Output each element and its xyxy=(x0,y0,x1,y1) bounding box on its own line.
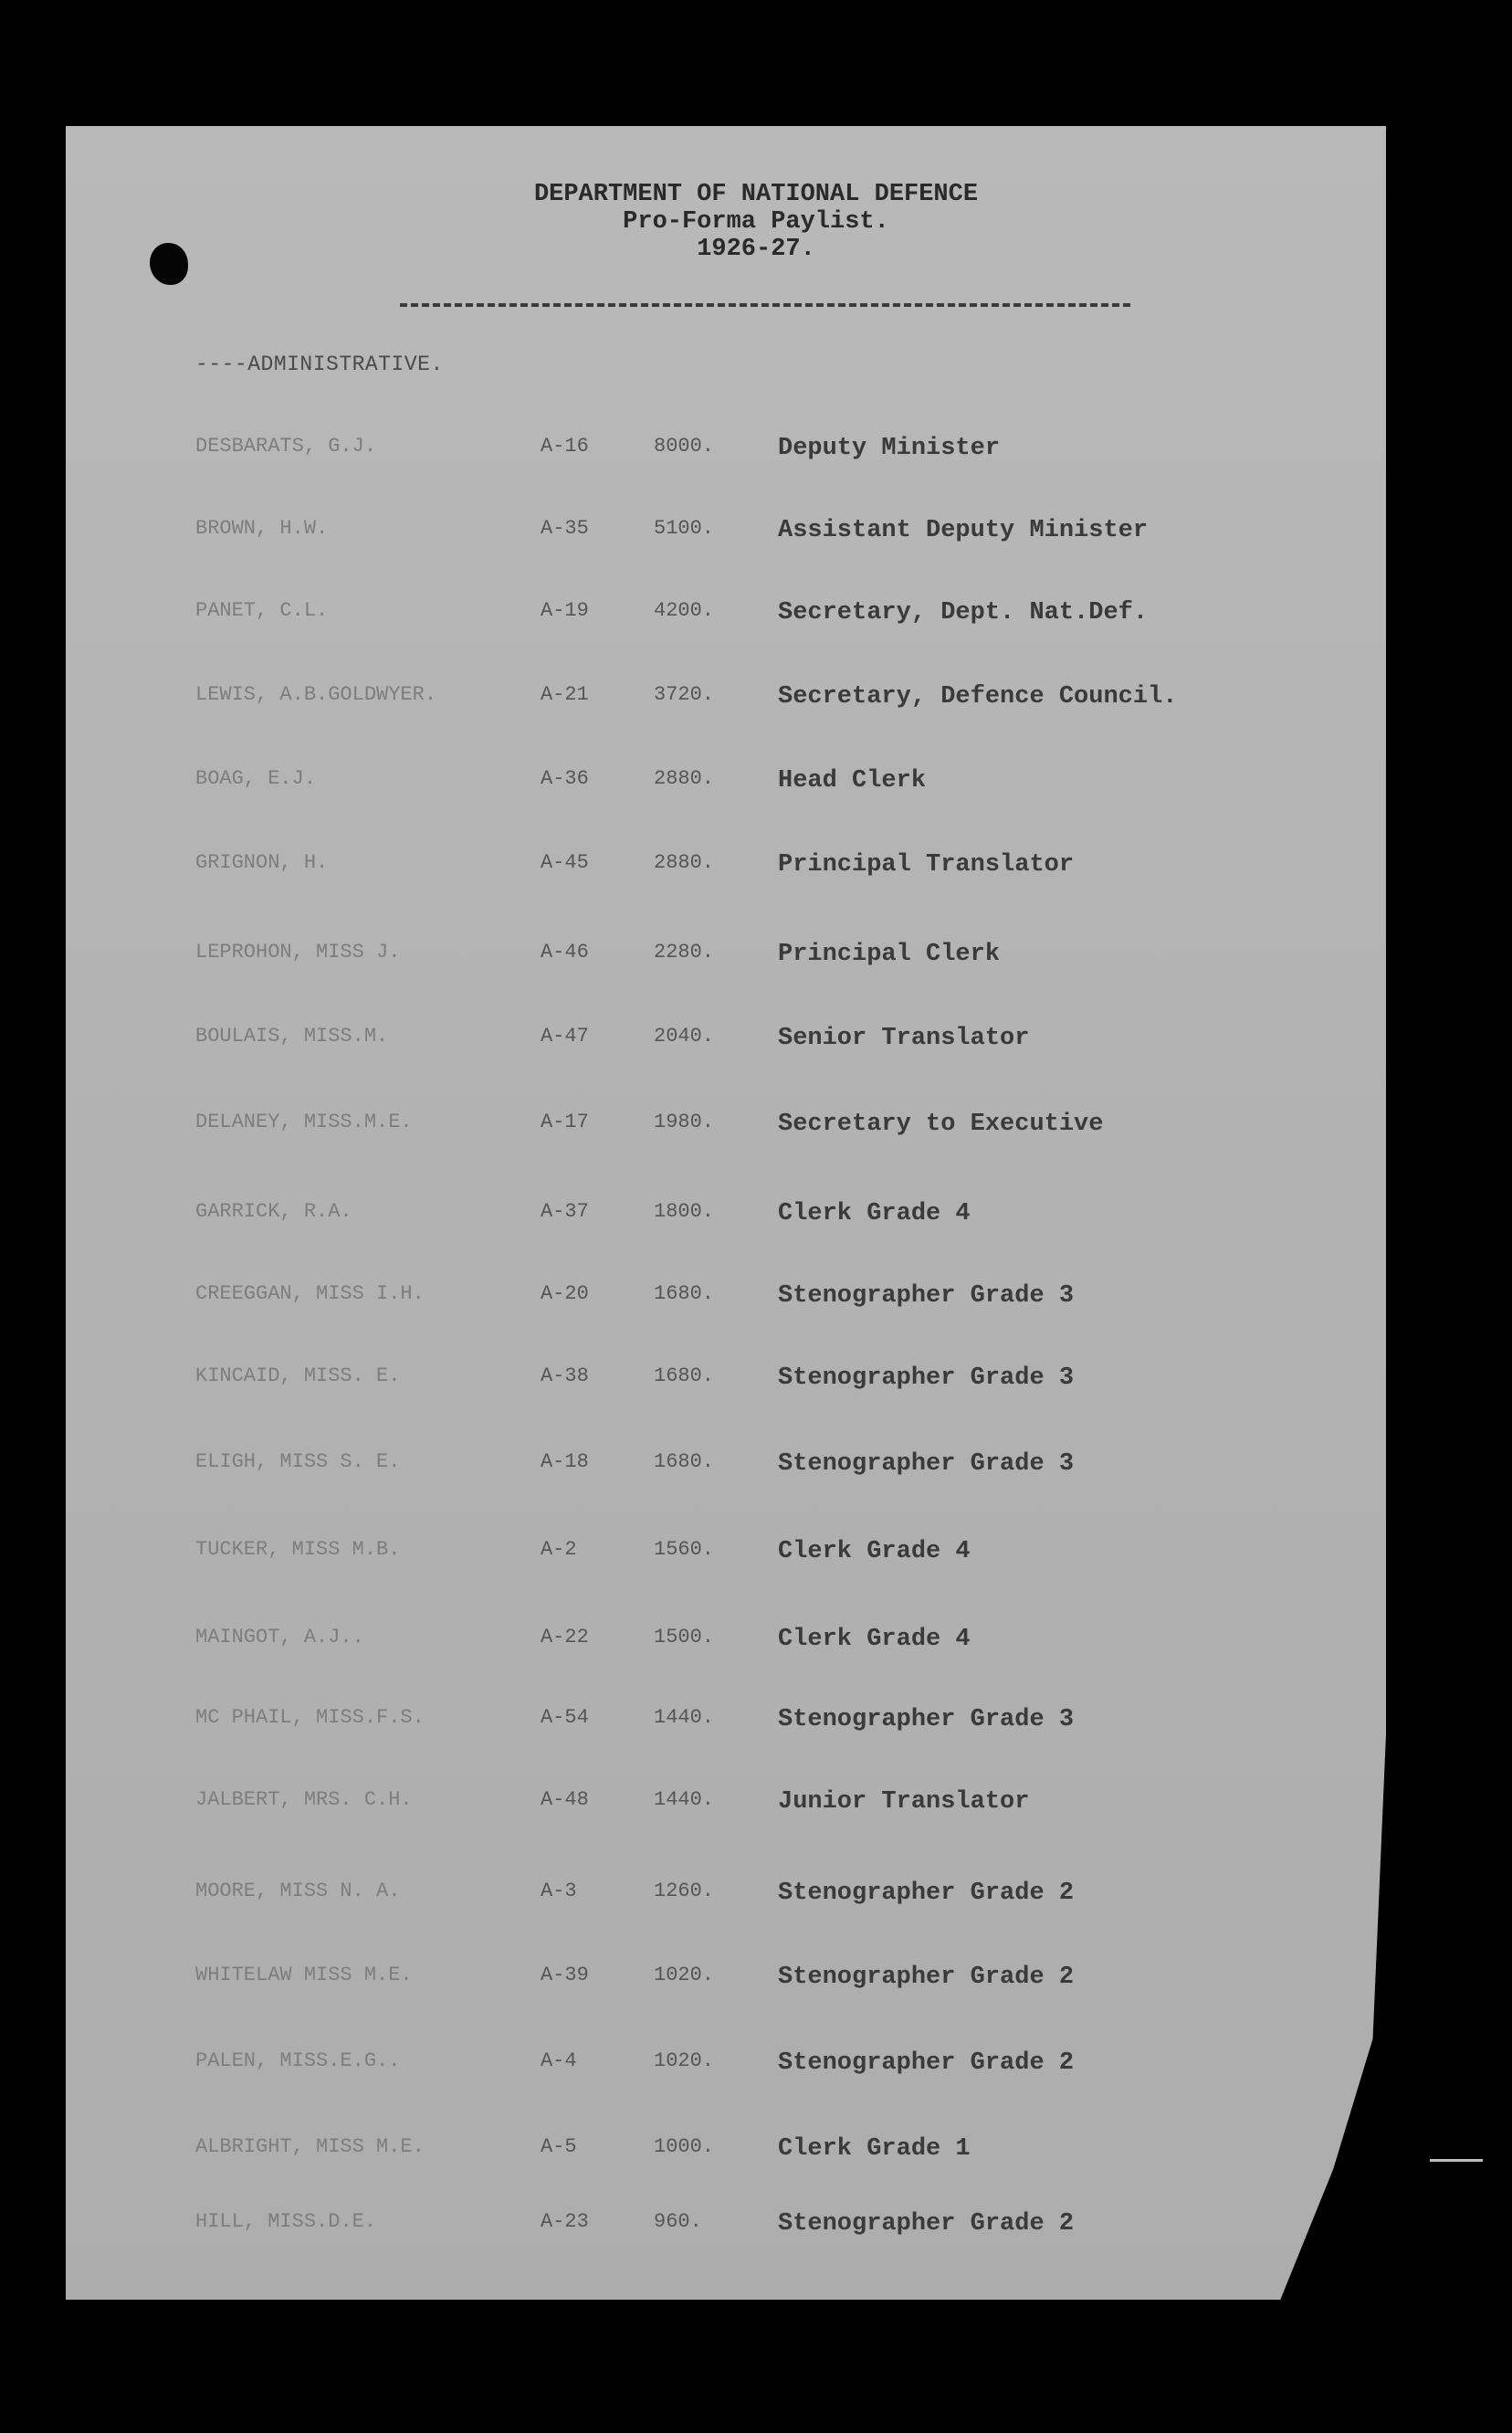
position-code: A-2 xyxy=(541,1538,577,1561)
position-title: Stenographer Grade 2 xyxy=(778,1964,1075,1991)
position-title: Stenographer Grade 3 xyxy=(778,1364,1075,1392)
salary: 960. xyxy=(654,2210,702,2233)
position-code: A-36 xyxy=(541,767,589,790)
position-code: A-20 xyxy=(541,1282,589,1305)
salary: 4200. xyxy=(654,599,715,622)
position-title: Clerk Grade 4 xyxy=(778,1626,971,1653)
employee-name: BOULAIS, MISS.M. xyxy=(195,1025,389,1048)
table-row xyxy=(0,1450,1512,1487)
table-row xyxy=(0,2135,1512,2172)
position-code: A-4 xyxy=(541,2049,577,2072)
position-code: A-21 xyxy=(541,683,589,706)
section-title: ----ADMINISTRATIVE. xyxy=(195,353,444,376)
employee-name: ALBRIGHT, MISS M.E. xyxy=(195,2135,425,2158)
edge-mark xyxy=(1430,2159,1483,2162)
position-code: A-16 xyxy=(541,435,589,458)
employee-name: LEWIS, A.B.GOLDWYER. xyxy=(195,683,437,706)
document-header xyxy=(0,181,1512,263)
employee-name: BROWN, H.W. xyxy=(195,517,329,540)
position-code: A-46 xyxy=(541,941,589,964)
employee-name: HILL, MISS.D.E. xyxy=(195,2210,377,2233)
table-row xyxy=(0,517,1512,553)
position-code: A-17 xyxy=(541,1111,589,1133)
table-row xyxy=(0,683,1512,720)
table-row xyxy=(0,435,1512,471)
position-code: A-39 xyxy=(541,1964,589,1986)
salary: 2280. xyxy=(654,941,715,964)
position-title: Junior Translator xyxy=(778,1788,1030,1816)
position-title: Principal Clerk xyxy=(778,941,1001,968)
salary: 1680. xyxy=(654,1364,715,1387)
position-code: A-3 xyxy=(541,1880,577,1902)
position-code: A-47 xyxy=(541,1025,589,1048)
position-title: Stenographer Grade 3 xyxy=(778,1706,1075,1733)
employee-name: MAINGOT, A.J.. xyxy=(195,1626,364,1648)
position-code: A-35 xyxy=(541,517,589,540)
position-title: Stenographer Grade 2 xyxy=(778,2210,1075,2238)
position-title: Assistant Deputy Minister xyxy=(778,517,1149,544)
position-title: Clerk Grade 4 xyxy=(778,1200,971,1227)
table-row xyxy=(0,1788,1512,1825)
table-row xyxy=(0,1111,1512,1147)
employee-name: PALEN, MISS.E.G.. xyxy=(195,2049,401,2072)
position-title: Secretary, Defence Council. xyxy=(778,683,1178,711)
position-title: Deputy Minister xyxy=(778,435,1001,462)
employee-name: WHITELAW MISS M.E. xyxy=(195,1964,413,1986)
position-code: A-22 xyxy=(541,1626,589,1648)
employee-name: TUCKER, MISS M.B. xyxy=(195,1538,401,1561)
table-row xyxy=(0,1706,1512,1743)
employee-name: BOAG, E.J. xyxy=(195,767,317,790)
employee-name: JALBERT, MRS. C.H. xyxy=(195,1788,413,1811)
salary: 1500. xyxy=(654,1626,715,1648)
position-title: Clerk Grade 4 xyxy=(778,1538,971,1565)
position-code: A-18 xyxy=(541,1450,589,1473)
salary: 2040. xyxy=(654,1025,715,1048)
position-code: A-37 xyxy=(541,1200,589,1223)
header-title: Pro-Forma Paylist. xyxy=(623,208,889,236)
salary: 1440. xyxy=(654,1788,715,1811)
salary: 2880. xyxy=(654,767,715,790)
table-row xyxy=(0,1964,1512,2000)
table-row xyxy=(0,2049,1512,2086)
table-row xyxy=(0,1880,1512,1916)
table-row xyxy=(0,767,1512,804)
employee-name: MOORE, MISS N. A. xyxy=(195,1880,401,1902)
position-code: A-23 xyxy=(541,2210,589,2233)
table-row xyxy=(0,1025,1512,1061)
employee-name: ELIGH, MISS S. E. xyxy=(195,1450,401,1473)
salary: 1680. xyxy=(654,1282,715,1305)
header-rule xyxy=(400,303,1130,307)
employee-name: GARRICK, R.A. xyxy=(195,1200,352,1223)
header-department: DEPARTMENT OF NATIONAL DEFENCE xyxy=(533,181,979,208)
employee-name: LEPROHON, MISS J. xyxy=(195,941,401,964)
employee-name: DESBARATS, G.J. xyxy=(195,435,377,458)
position-code: A-38 xyxy=(541,1364,589,1387)
table-row xyxy=(0,1364,1512,1401)
position-code: A-54 xyxy=(541,1706,589,1729)
position-title: Clerk Grade 1 xyxy=(778,2135,971,2163)
salary: 3720. xyxy=(654,683,715,706)
salary: 1800. xyxy=(654,1200,715,1223)
employee-name: GRIGNON, H. xyxy=(195,851,329,874)
header-year: 1926-27. xyxy=(697,236,815,263)
table-row xyxy=(0,2210,1512,2247)
salary: 1560. xyxy=(654,1538,715,1561)
salary: 1440. xyxy=(654,1706,715,1729)
position-title: Secretary, Dept. Nat.Def. xyxy=(778,599,1149,627)
salary: 2880. xyxy=(654,851,715,874)
position-title: Stenographer Grade 3 xyxy=(778,1282,1075,1310)
position-title: Secretary to Executive xyxy=(778,1111,1104,1138)
employee-name: KINCAID, MISS. E. xyxy=(195,1364,401,1387)
position-code: A-45 xyxy=(541,851,589,874)
position-title: Head Clerk xyxy=(778,767,927,795)
employee-name: PANET, C.L. xyxy=(195,599,329,622)
employee-name: MC PHAIL, MISS.F.S. xyxy=(195,1706,425,1729)
position-title: Stenographer Grade 3 xyxy=(778,1450,1075,1478)
table-row xyxy=(0,941,1512,977)
position-code: A-5 xyxy=(541,2135,577,2158)
salary: 1680. xyxy=(654,1450,715,1473)
position-code: A-48 xyxy=(541,1788,589,1811)
salary: 5100. xyxy=(654,517,715,540)
position-code: A-19 xyxy=(541,599,589,622)
position-title: Stenographer Grade 2 xyxy=(778,1880,1075,1907)
salary: 1000. xyxy=(654,2135,715,2158)
position-title: Principal Translator xyxy=(778,851,1075,879)
salary: 8000. xyxy=(654,435,715,458)
table-row xyxy=(0,1626,1512,1662)
employee-name: CREEGGAN, MISS I.H. xyxy=(195,1282,425,1305)
position-title: Stenographer Grade 2 xyxy=(778,2049,1075,2077)
table-row xyxy=(0,599,1512,636)
table-row xyxy=(0,1538,1512,1575)
salary: 1020. xyxy=(654,1964,715,1986)
employee-name: DELANEY, MISS.M.E. xyxy=(195,1111,413,1133)
table-row xyxy=(0,1200,1512,1237)
table-row xyxy=(0,1282,1512,1319)
salary: 1260. xyxy=(654,1880,715,1902)
position-title: Senior Translator xyxy=(778,1025,1030,1052)
salary: 1980. xyxy=(654,1111,715,1133)
salary: 1020. xyxy=(654,2049,715,2072)
table-row xyxy=(0,851,1512,888)
